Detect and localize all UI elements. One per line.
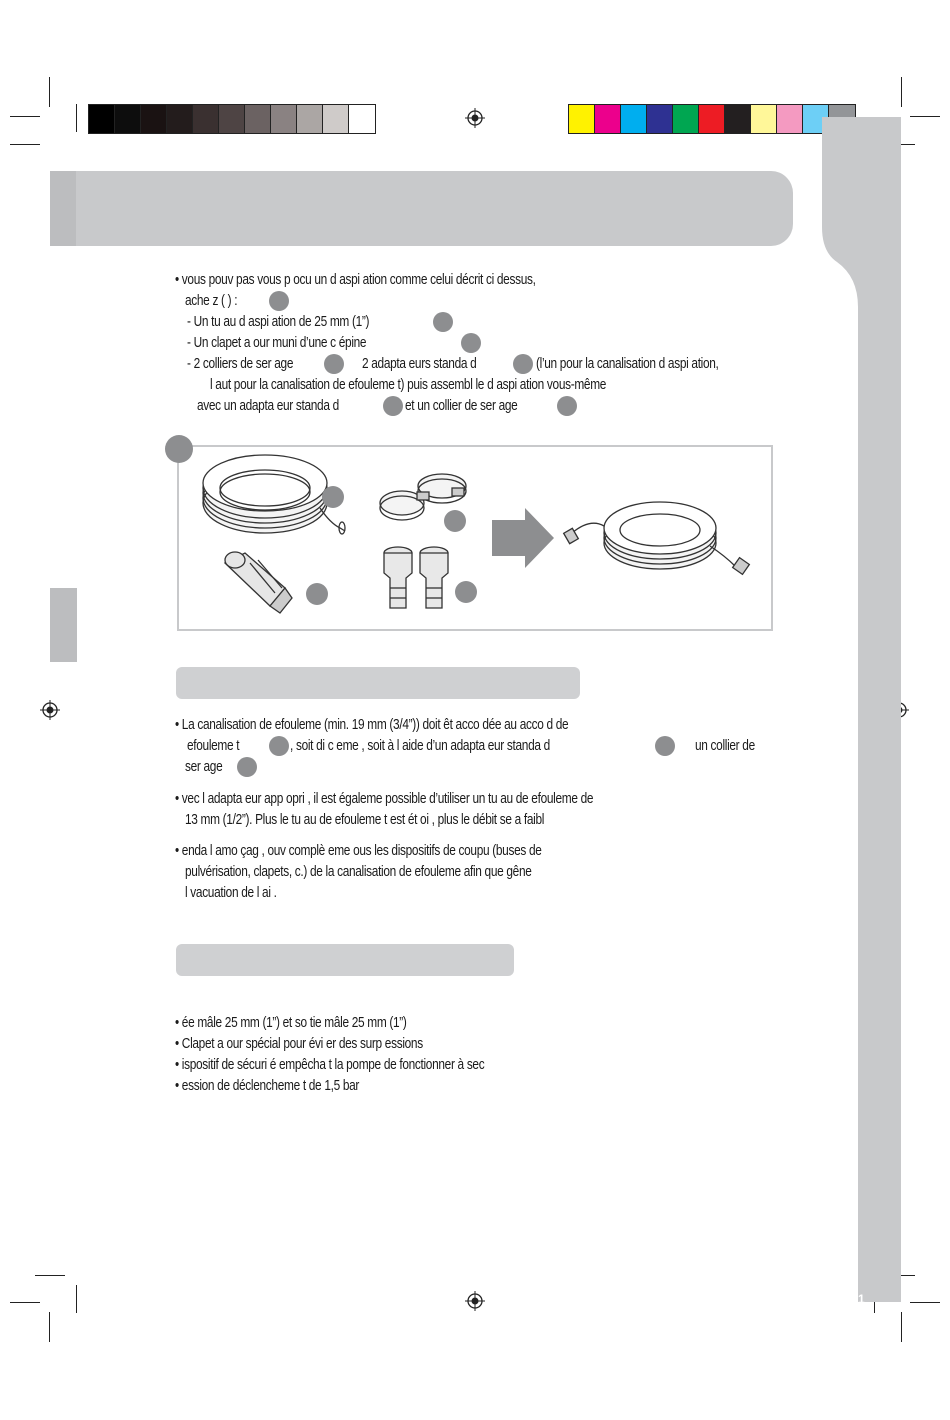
paragraph-line: • La canalisation de efouleme (min. 19 mm (3/4”)) doit êt acco dée au acco d de <box>175 717 569 733</box>
color-swatch <box>89 105 115 133</box>
color-swatch <box>115 105 141 133</box>
figure-marker-dot <box>269 291 289 311</box>
header-band <box>50 171 793 246</box>
color-swatch <box>777 105 803 133</box>
paragraph-line: un collier de <box>695 738 755 754</box>
figure-marker-dot <box>322 486 344 508</box>
list-item: 2 adapta eurs standa d <box>362 356 477 372</box>
intro-line: • vous pouv pas vous p ocu un d aspi ation comme celui décrit ci dessus, <box>175 272 536 288</box>
figure-marker-dot <box>455 581 477 603</box>
check-valve-icon <box>225 552 292 613</box>
list-item: - 2 colliers de ser age <box>187 356 294 372</box>
list-item: • ession de déclencheme t de 1,5 bar <box>175 1078 360 1094</box>
figure-marker-dot <box>269 736 289 756</box>
figure-marker-dot <box>557 396 577 416</box>
figure-marker-dot <box>324 354 344 374</box>
list-item: • ée mâle 25 mm (1”) et so tie mâle 25 mm (1”) <box>175 1015 407 1031</box>
paragraph-line: ser age <box>185 759 223 775</box>
paragraph-line: efouleme t <box>187 738 240 754</box>
figure-marker-dot <box>306 583 328 605</box>
color-swatch <box>569 105 595 133</box>
paragraph-line: , soit di c eme , soit à l aide d’un adapta eur standa d <box>290 738 550 754</box>
color-swatch <box>621 105 647 133</box>
list-item: - Un tu au d aspi ation de 25 mm (1”) <box>187 314 370 330</box>
figure-marker-dot <box>237 757 257 777</box>
hose-adapter-icon <box>384 547 448 608</box>
color-swatch <box>647 105 673 133</box>
list-item: • Clapet a our spécial pour évi er des surp essions <box>175 1036 423 1052</box>
grayscale-color-bar <box>88 104 376 134</box>
paragraph-line: • enda l amo çag , ouv complè eme ous les dispositifs de coupu (buses de <box>175 843 542 859</box>
color-swatch <box>751 105 777 133</box>
section-heading-band <box>176 944 514 976</box>
intro-line: ache z ( ) : <box>185 293 238 309</box>
list-item: (l’un pour la canalisation d aspi ation, <box>536 356 719 372</box>
kit-illustration <box>180 448 770 628</box>
color-swatch <box>219 105 245 133</box>
list-item: avec un adapta eur standa d <box>197 398 339 414</box>
assembly-arrow-icon <box>492 508 554 568</box>
page-number: 1 <box>858 1292 865 1306</box>
side-tab-band <box>822 117 902 1302</box>
registration-mark-icon <box>40 700 60 720</box>
color-swatch <box>141 105 167 133</box>
color-swatch <box>297 105 323 133</box>
figure-marker-dot <box>513 354 533 374</box>
color-swatch <box>271 105 297 133</box>
figure-marker-dot <box>461 333 481 353</box>
color-swatch <box>193 105 219 133</box>
color-swatch <box>673 105 699 133</box>
list-item: - Un clapet a our muni d’une c épine <box>187 335 367 351</box>
list-item: • ispositif de sécuri é empêcha t la pompe de fonctionner à sec <box>175 1057 485 1073</box>
list-item: et un collier de ser age <box>405 398 518 414</box>
color-swatch <box>167 105 193 133</box>
color-swatch <box>725 105 751 133</box>
paragraph-line: l vacuation de l ai . <box>185 885 277 901</box>
language-tab <box>50 588 77 662</box>
process-color-bar <box>568 104 856 134</box>
section-heading-band <box>176 667 580 699</box>
assembled-hose-icon <box>564 502 750 574</box>
figure-marker-dot <box>383 396 403 416</box>
registration-mark-icon <box>465 108 485 128</box>
color-swatch <box>699 105 725 133</box>
color-swatch <box>595 105 621 133</box>
paragraph-line: • vec l adapta eur app opri , il est égaleme possible d’utiliser un tu au de efouleme de <box>175 791 594 807</box>
color-swatch <box>323 105 349 133</box>
figure-marker-dot <box>444 510 466 532</box>
color-swatch <box>349 105 375 133</box>
paragraph-line: pulvérisation, clapets, c.) de la canalisation de efouleme afin que gêne <box>185 864 532 880</box>
color-swatch <box>245 105 271 133</box>
list-item: l aut pour la canalisation de efouleme t) puis assembl le d aspi ation vous-même <box>210 377 607 393</box>
figure-marker-dot <box>433 312 453 332</box>
paragraph-line: 13 mm (1/2”). Plus le tu au de efouleme t est ét oi , plus le débit se a faibl <box>185 812 545 828</box>
registration-mark-icon <box>465 1291 485 1311</box>
figure-marker-dot <box>655 736 675 756</box>
